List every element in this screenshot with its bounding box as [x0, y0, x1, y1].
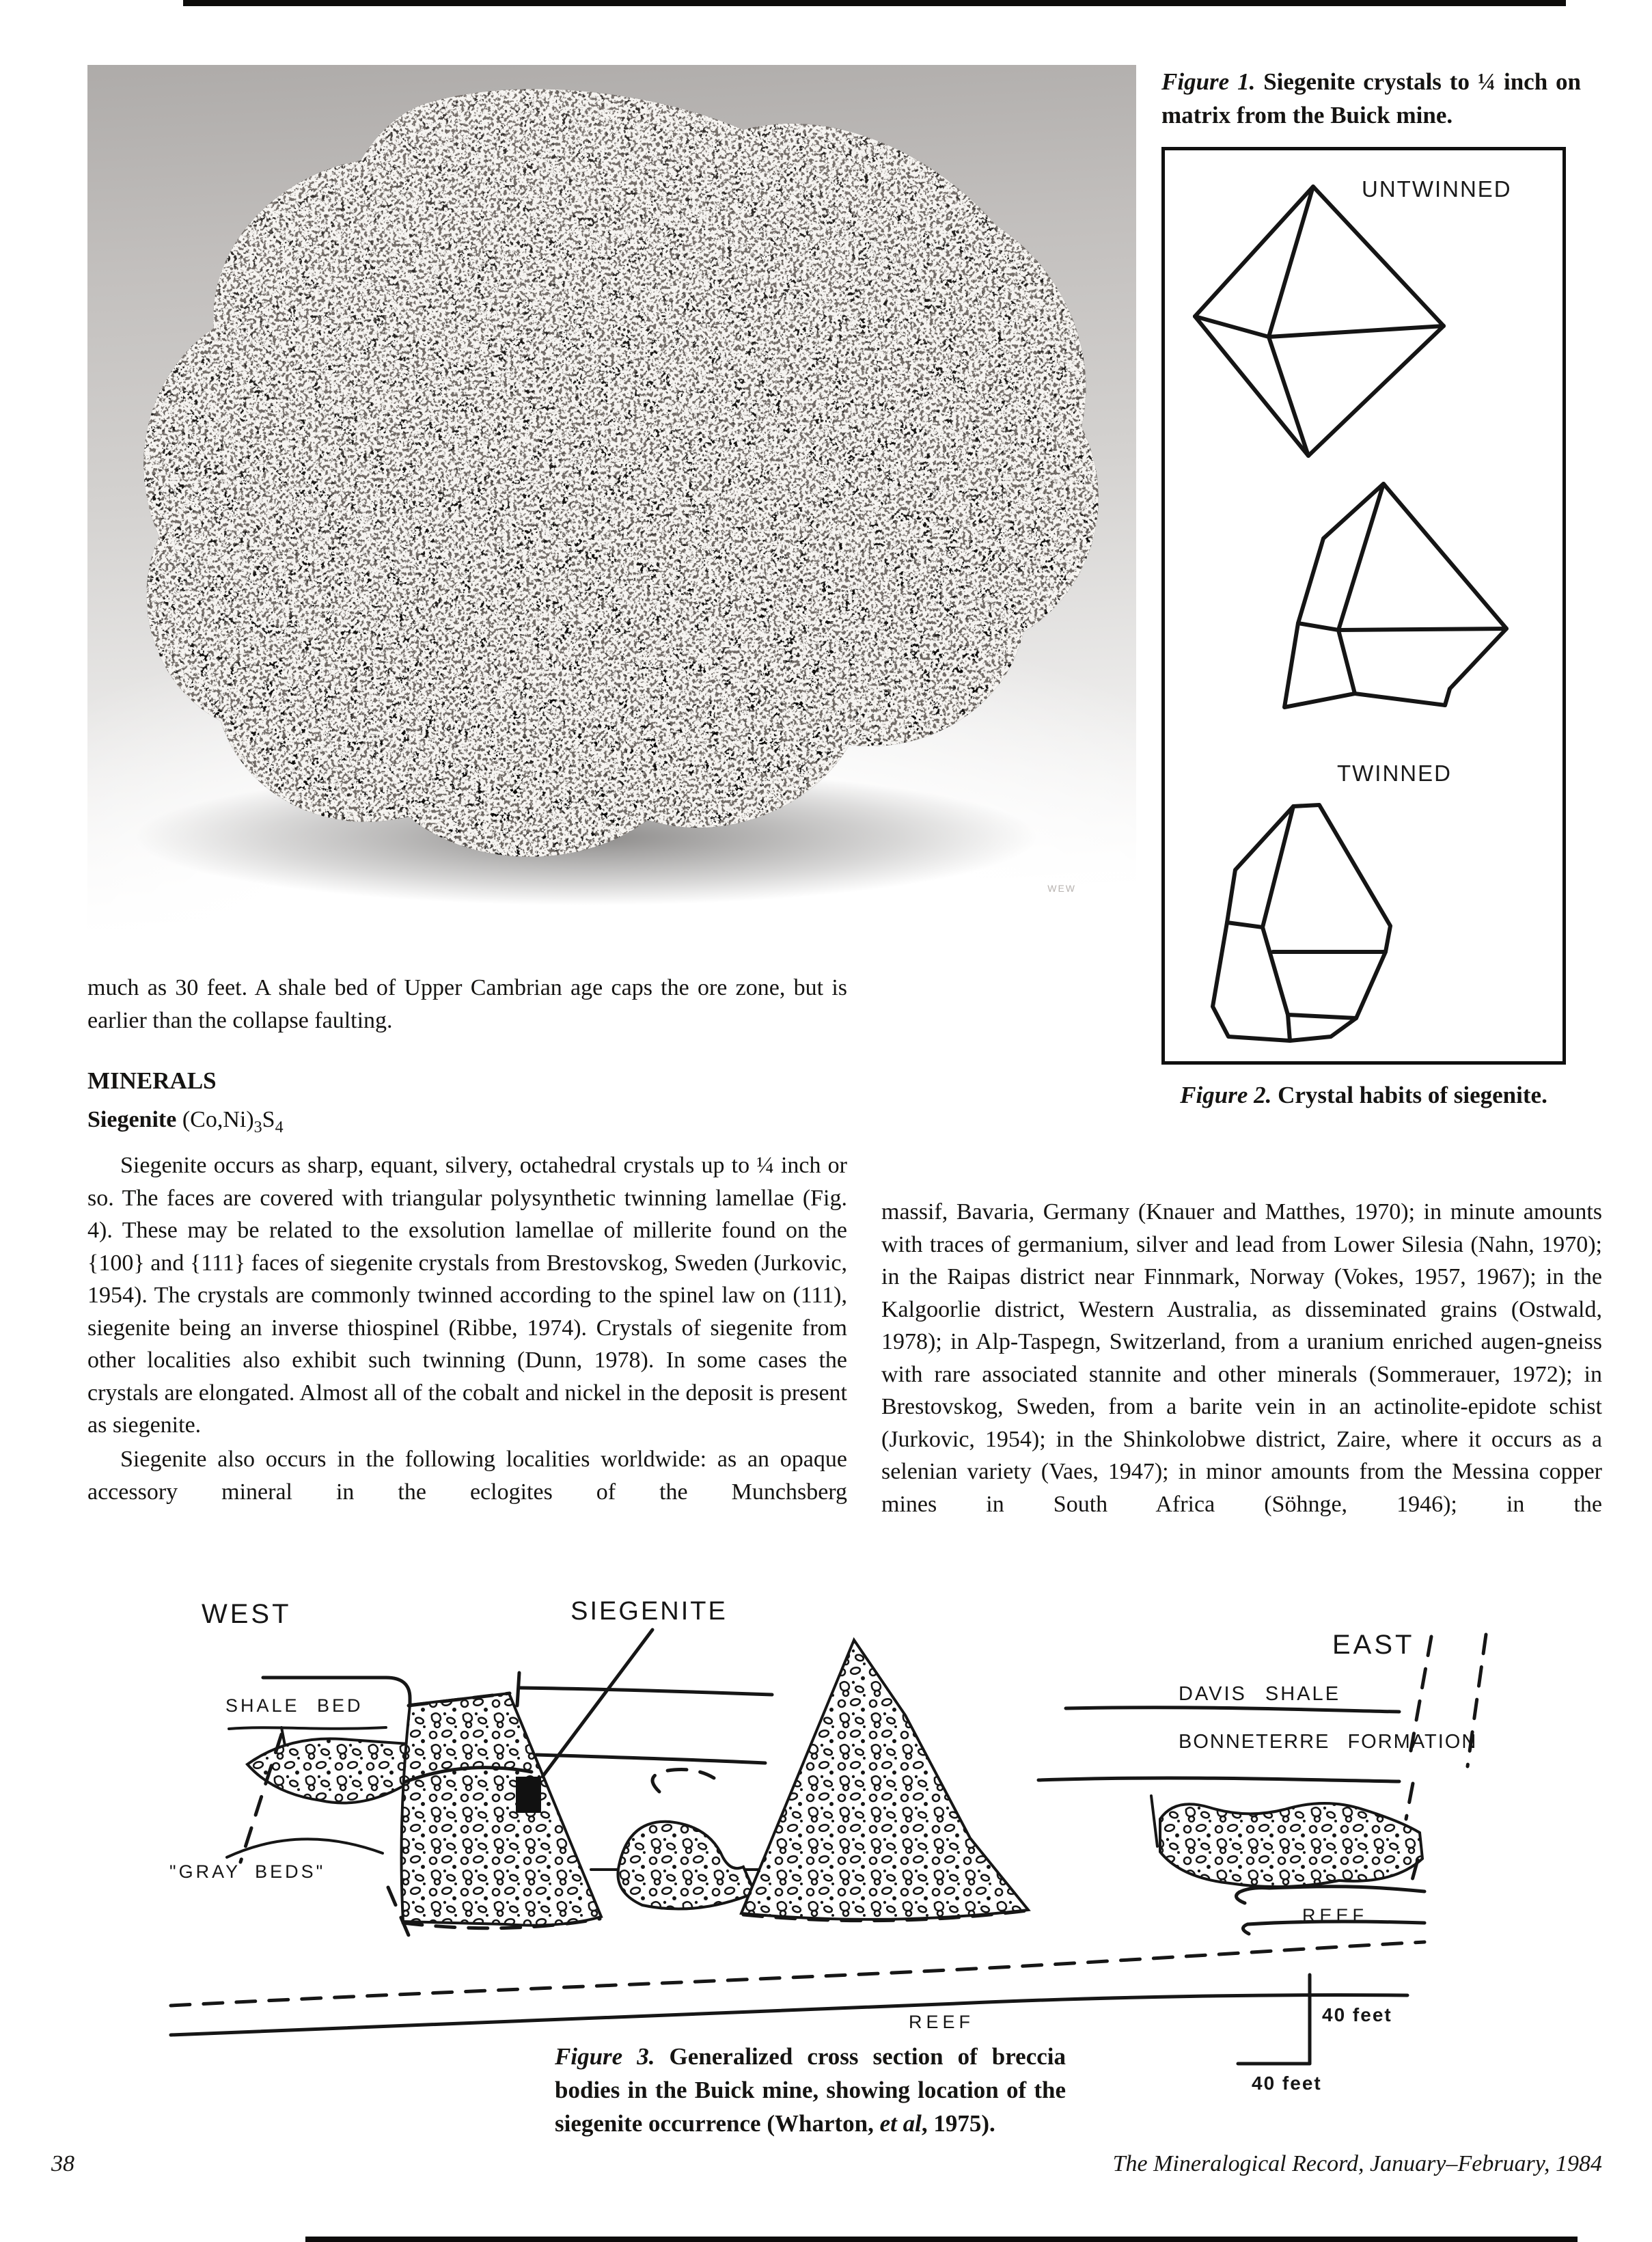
mound-c-dash: [652, 1770, 714, 1792]
siegenite-leader-line: [542, 1630, 652, 1777]
figure3-caption-label: Figure 3.: [555, 2043, 655, 2070]
davis-line-right: [1066, 1708, 1399, 1712]
reef-band-upper: [1237, 1887, 1425, 1903]
label-west: WEST: [202, 1599, 292, 1629]
figure1-caption-text: Siegenite crystals to ¼ inch on matrix from the Buick mine.: [1161, 68, 1582, 128]
label-scale-vertical: 40 feet: [1322, 2004, 1392, 2025]
figure3-caption: [555, 2040, 1066, 2140]
page-number: 38: [51, 2151, 74, 2176]
right-breccia-dash-right: [1406, 1783, 1413, 1819]
minerals-heading: MINERALS: [87, 1067, 217, 1094]
formula-part2: S: [262, 1107, 275, 1132]
formula-sub1: 3: [253, 1118, 262, 1136]
siegenite-location-square: [516, 1777, 541, 1813]
figure1-caption: [1161, 65, 1581, 132]
figure2-box: [1161, 147, 1566, 1065]
figure2-caption: [1161, 1078, 1566, 1112]
figure1-photo: [87, 65, 1136, 929]
figure3-caption-part1: Generalized cross section of breccia bodies in the Buick mine, showing location of the siegenite occurrence (Wharton,: [555, 2043, 1066, 2137]
bonneterre-line-left: [536, 1755, 765, 1763]
long-solid-line: [171, 1995, 1407, 2036]
figure3-cross-section: [82, 1572, 1558, 2091]
untwinned-label: UNTWINNED: [1362, 176, 1512, 202]
untwinned-octahedron-drawing: [1187, 181, 1453, 461]
figure3-caption-part2: , 1975).: [921, 2110, 995, 2137]
right-breccia-tick-left: [1151, 1796, 1157, 1846]
label-siegenite: SIEGENITE: [570, 1597, 728, 1626]
label-shale-bed: SHALE BED: [225, 1695, 363, 1716]
top-trim-bar: [183, 0, 1566, 6]
mineral-name: Siegenite: [87, 1107, 177, 1132]
bonneterre-line-right: [1038, 1778, 1399, 1781]
para-description: Siegenite occurs as sharp, equant, silvery, octahedral crystals up to ¼ inch or so. The faces are covered with triangular polysynthetic twinning lamellae (Fig. 4). These may be related to the exsolution lamellae of millerite found on the {100} and {111} faces of siegenite crystals from Brestovskog, Sweden (Jurkovic, 1954). The crystals are commonly twinned according to the spinel law on (111), siegenite being an inverse thiospinel (Ribbe, 1974). Crystals of siegenite from other localities also exhibit such twinning (Dunn, 1978). In some cases the crystals are elongated. Almost all of the cobalt and nickel in the deposit is present as siegenite.: [87, 1153, 847, 1438]
bottom-trim-bar: [305, 2237, 1578, 2242]
davis-line-tick: [517, 1673, 519, 1706]
label-davis-shale: DAVIS SHALE: [1179, 1683, 1341, 1705]
label-east: EAST: [1332, 1630, 1415, 1660]
twinned-crystal-drawing-1: [1281, 478, 1517, 717]
para-localities: Siegenite also occurs in the following localities worldwide: as an opaque accessory mineral in the eclogites of the Munchsberg: [87, 1447, 847, 1505]
central-breccia-body: [741, 1640, 1028, 1919]
twinned-crystal-drawing-2: [1204, 796, 1416, 1045]
mound-breccia: [618, 1822, 755, 1909]
para-continuation: much as 30 feet. A shale bed of Upper Cambrian age caps the ore zone, but is earlier than the collapse faulting.: [87, 975, 847, 1033]
twinned-label: TWINNED: [1337, 761, 1452, 786]
left-breccia-body: [402, 1693, 601, 1926]
right-breccia-body: [1160, 1803, 1422, 1887]
formula-sub2: 4: [275, 1118, 284, 1136]
figure3-caption-etal: et al: [879, 2110, 922, 2137]
rock-specimen-illustration: [87, 65, 1136, 929]
para-right-column: massif, Bavaria, Germany (Knauer and Matthes, 1970); in minute amounts with traces of germanium, silver and lead from Lower Silesia (Nahn, 1970); in the Raipas district near Finnmark, Norway (Vokes, 1957, 1967); in the Kalgoorlie district, Western Australia, as disseminated grains (Ostwald, 1978); in Alp-Taspegn, Switzerland, from a uranium enriched augen-gneiss with rare associated stannite and other minerals (Sommerauer, 1972); in Brestovskog, Sweden, from a barite vein in an actinolite-epidote schist (Jurkovic, 1954); in the Shinkolobwe district, Zaire, where it occurs as a selenian variety (Vaes, 1947); in minor amounts from the Messina copper mines in South Africa (Söhnge, 1946); in the: [881, 1199, 1602, 1517]
label-reef-right: REEF: [1302, 1905, 1368, 1926]
davis-line-left: [519, 1688, 772, 1695]
label-gray-beds: "GRAY BEDS": [169, 1861, 326, 1882]
photo-credit: WEW: [1047, 883, 1076, 894]
rock-crystal-sparkles: [143, 89, 1099, 856]
journal-footer: The Mineralogical Record, January–February, 1984: [1112, 2151, 1602, 2176]
shale-bed-line: [229, 1727, 386, 1729]
figure1-caption-label: Figure 1.: [1161, 68, 1256, 95]
figure2-caption-text: Crystal habits of siegenite.: [1278, 1082, 1547, 1108]
label-reef-bottom: REEF: [909, 2012, 975, 2032]
gray-beds-arc: [227, 1839, 383, 1857]
gray-beds-lens: [247, 1738, 418, 1803]
figure2-caption-label: Figure 2.: [1180, 1082, 1272, 1108]
siegenite-formula-line: [87, 1107, 284, 1137]
label-bonneterre: BONNETERRE FORMATION: [1179, 1731, 1478, 1753]
formula-part1: (Co,Ni): [176, 1107, 254, 1132]
label-scale-horizontal: 40 feet: [1252, 2073, 1322, 2091]
